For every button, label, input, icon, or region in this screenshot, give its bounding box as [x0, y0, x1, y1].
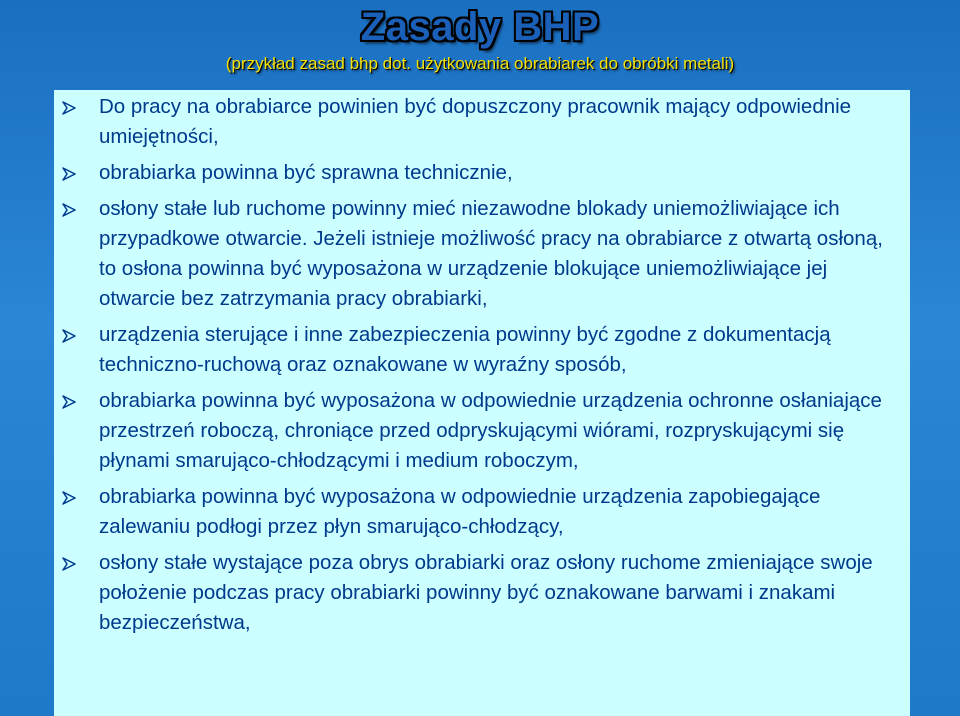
arrowhead-bullet-icon — [61, 167, 77, 181]
bullet-item — [0, 320, 899, 380]
bullet-text: Do pracy na obrabiarce powinien być dopuszczony pracownik mający odpowiednie umiejętności, — [99, 95, 852, 148]
bullet-item — [0, 92, 899, 152]
bullet-text: osłony stałe lub ruchome powinny mieć niezawodne blokady uniemożliwiające ich przypadkowe otwarcie. Jeżeli istnieje możliwość pracy na obrabiarce z otwartą osłoną, to osłona powinna być wyposażona w urządzenie blokujące uniemożliwiające jej otwarcie bez zatrzymania pracy obrabiarki, — [99, 197, 883, 310]
bullet-item — [0, 386, 899, 476]
bullet-item — [0, 548, 899, 638]
bullet-text: obrabiarka powinna być wyposażona w odpowiednie urządzenia ochronne osłaniające przestrzeń roboczą, chroniące przed odpryskującymi wiórami, rozpryskującymi się płynami smarująco-chłodzącymi i medium roboczym, — [99, 389, 882, 472]
arrowhead-bullet-icon — [61, 557, 77, 571]
arrowhead-bullet-icon — [61, 329, 77, 343]
arrowhead-bullet-icon — [61, 101, 77, 115]
bullet-text: obrabiarka powinna być wyposażona w odpowiednie urządzenia zapobiegające zalewaniu podłogi przez płyn smarująco-chłodzący, — [99, 485, 821, 538]
bullet-text: obrabiarka powinna być sprawna technicznie, — [99, 161, 513, 184]
bullet-item — [0, 482, 899, 542]
arrowhead-bullet-icon — [61, 491, 77, 505]
slide-title: Zasady BHP — [360, 5, 600, 49]
bullet-text: urządzenia sterujące i inne zabezpieczenia powinny być zgodne z dokumentacją techniczno-ruchową oraz oznakowane w wyraźny sposób, — [99, 323, 831, 376]
slide-subtitle: (przykład zasad bhp dot. użytkowania obrabiarek do obróbki metali) — [225, 54, 735, 73]
bullet-item — [0, 194, 899, 314]
arrowhead-bullet-icon — [61, 203, 77, 217]
bullet-text: osłony stałe wystające poza obrys obrabiarki oraz osłony ruchome zmieniające swoje położenie podczas pracy obrabiarki powinny być oznakowane barwami i znakami bezpieczeństwa, — [99, 551, 873, 634]
bullet-list — [0, 92, 960, 644]
bullet-item — [0, 158, 899, 188]
arrowhead-bullet-icon — [61, 395, 77, 409]
